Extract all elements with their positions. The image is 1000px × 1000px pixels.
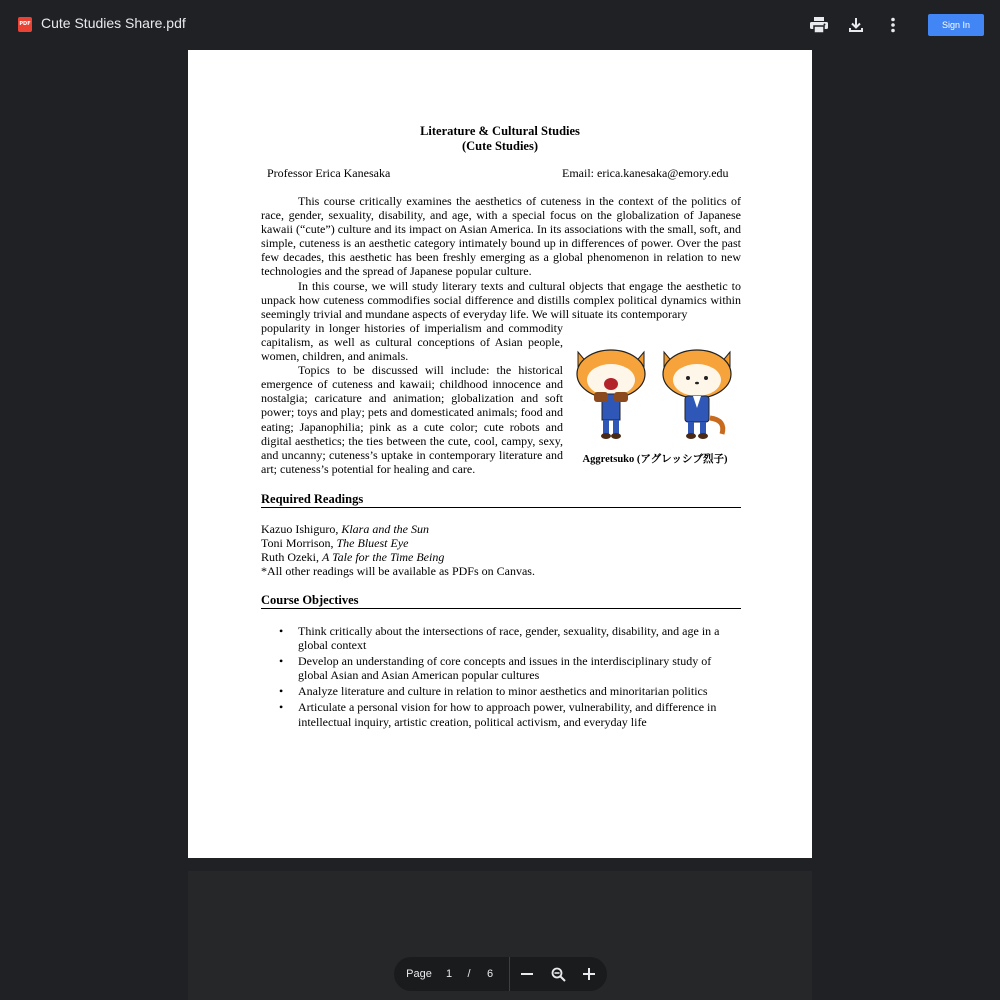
title-line-1: Literature & Cultural Studies — [420, 124, 580, 138]
print-button[interactable] — [806, 12, 832, 38]
readings-note: *All other readings will be available as PDFs on Canvas. — [261, 564, 535, 579]
minus-icon — [521, 968, 533, 980]
fit-page-button[interactable] — [547, 957, 569, 991]
aggretsuko-illustration — [572, 348, 740, 440]
title-line-2: (Cute Studies) — [461, 138, 539, 153]
required-readings-heading: Required Readings — [261, 492, 741, 508]
top-bar — [0, 0, 1000, 50]
pdf-page-1 — [188, 50, 812, 858]
reading-item: Toni Morrison, The Bluest Eye — [261, 536, 409, 551]
zoom-in-button[interactable] — [578, 957, 600, 991]
more-vert-icon — [890, 17, 896, 33]
reading-item: Ruth Ozeki, A Tale for the Time Being — [261, 550, 445, 565]
more-options-button[interactable] — [880, 12, 906, 38]
description-paragraph-2: In this course, we will study literary texts and cultural objects that engage the aesthetic to unpack how cuteness commodifies social difference and distills complex political dynamics within seemingly trivial and mundane aspects of everyday life. We will situate its contemporary — [261, 278, 741, 321]
download-icon — [848, 17, 864, 33]
objective-item: • Analyze literature and culture in relation to minor aesthetics and minoritarian politics — [279, 684, 708, 699]
professor-email: Email: erica.kanesaka@emory.edu — [562, 166, 729, 180]
course-objectives-list — [261, 624, 741, 731]
page-navigation-bar — [394, 957, 607, 991]
document-title — [188, 124, 812, 153]
file-name: Cute Studies Share.pdf — [41, 15, 186, 31]
zoom-icon — [551, 967, 566, 982]
page-label: Page — [406, 968, 432, 980]
course-objectives-heading: Course Objectives — [261, 593, 741, 609]
divider — [509, 957, 510, 991]
professor-name: Professor Erica Kanesaka — [267, 166, 391, 180]
image-caption: Aggretsuko (アグレッシブ烈子) — [582, 454, 728, 465]
reading-item: Kazuo Ishiguro, Klara and the Sun — [261, 522, 429, 536]
total-pages: 6 — [486, 968, 494, 980]
description-paragraph-1: This course critically examines the aesthetics of cuteness in the context of the politics of race, gender, sexuality, disability, and age, with a special focus on the globalization of Japanese kawaii (“cute”) culture and its impact on Asian America. In its associations with the small, soft, and simple, cuteness is an aesthetic category intimately bound up in differences of power. Over the past few decades, this aesthetic has been freshly emerging as a global phenomenon in relation to new technologies and the spread of Japanese popular culture. — [261, 194, 741, 279]
print-icon — [810, 17, 828, 33]
objective-item: • Develop an understanding of core concepts and issues in the interdisciplinary study of global Asian and Asian American popular cultures — [279, 654, 712, 683]
objective-item: • Think critically about the intersections of race, gender, sexuality, disability, and age in a global context — [279, 624, 720, 653]
download-button[interactable] — [843, 12, 869, 38]
zoom-out-button[interactable] — [516, 957, 538, 991]
plus-icon — [583, 968, 595, 980]
page-separator: / — [467, 968, 471, 980]
red-panda-right — [663, 350, 731, 439]
pdf-file-icon: PDF — [18, 17, 32, 32]
current-page-input[interactable]: 1 — [445, 968, 453, 980]
description-paragraph-3: Topics to be discussed will include: the historical emergence of cuteness and kawaii; childhood innocence and nostalgia; caricature and animation; globalization and soft power; toys and play; pets and domesticated animals; food and eating; Japanophilia; pink as a cute color; cute robots and digital aesthetics; the ties between the cute, cool, campy, sexy, and uncanny; cuteness’s uptake in contemporary literature and art; cuteness’s potential for healing and care. — [261, 363, 563, 476]
sign-in-button[interactable]: Sign In — [928, 14, 984, 36]
red-panda-left — [577, 350, 645, 439]
objective-item: • Articulate a personal vision for how to approach power, vulnerability, and difference in intellectual inquiry, artistic creation, political activism, and everyday life — [279, 700, 717, 729]
required-readings-list — [261, 522, 741, 578]
description-paragraph-2-continued: popularity in longer histories of imperialism and commodity capitalism, as well as cultural conceptions of Asian people, women, children, and animals. — [261, 320, 563, 364]
